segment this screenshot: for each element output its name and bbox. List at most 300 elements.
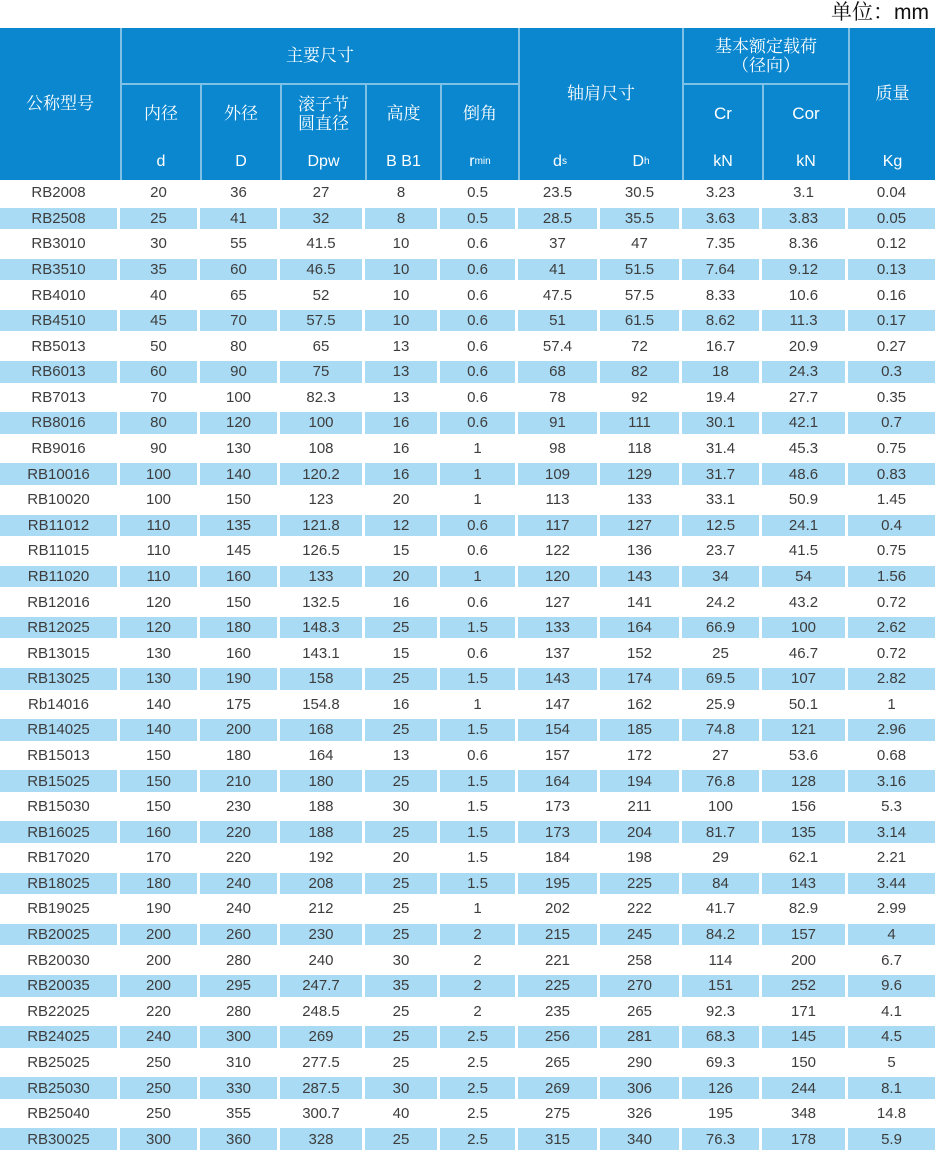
cell-load-Cr: 126 <box>682 1077 762 1099</box>
cell-model: RB15013 <box>0 745 120 767</box>
header-shoulder-dimensions: 轴肩尺寸 <box>518 28 682 143</box>
cell-load-Cr: 8.62 <box>682 310 762 332</box>
cell-load-Cr: 8.33 <box>682 284 762 306</box>
cell-load-Cr: 31.7 <box>682 463 762 485</box>
cell-shoulder-Dh: 198 <box>600 847 682 869</box>
symbol-Kg: Kg <box>848 143 935 180</box>
cell-chamfer-rmin: 1 <box>440 566 518 588</box>
cell-height-B: 25 <box>365 770 440 792</box>
cell-outer-diameter-D: 41 <box>200 208 280 230</box>
cell-pitch-diameter-Dpw: 164 <box>280 745 365 767</box>
cell-chamfer-rmin: 0.5 <box>440 208 518 230</box>
cell-outer-diameter-D: 260 <box>200 924 280 946</box>
cell-model: RB12025 <box>0 617 120 639</box>
cell-height-B: 10 <box>365 233 440 255</box>
cell-mass-Kg: 5.3 <box>881 798 902 816</box>
cell-mass-Kg: 1 <box>887 695 896 713</box>
cell-pitch-diameter-Dpw: 188 <box>280 821 365 843</box>
cell-shoulder-ds: 143 <box>518 668 600 690</box>
cell-chamfer-rmin: 0.6 <box>440 387 518 409</box>
cell-shoulder-Dh: 204 <box>600 821 682 843</box>
cell-model: RB13015 <box>0 642 120 664</box>
cell-chamfer-rmin: 2 <box>440 949 518 971</box>
cell-chamfer-rmin: 1 <box>440 489 518 511</box>
table-row <box>0 1101 935 1127</box>
table-row <box>0 615 935 641</box>
cell-outer-diameter-D: 160 <box>200 566 280 588</box>
symbol-d: d <box>120 143 200 180</box>
cell-load-Cor: 20.9 <box>762 335 848 357</box>
cell-inner-diameter-d: 30 <box>120 233 200 255</box>
cell-pitch-diameter-Dpw: 41.5 <box>280 233 365 255</box>
cell-model: RB4510 <box>0 310 120 332</box>
cell-inner-diameter-d: 60 <box>120 361 200 383</box>
cell-mass-Kg: 0.4 <box>848 515 935 537</box>
symbol-B-B1: B B1 <box>365 143 440 180</box>
cell-chamfer-rmin: 2.5 <box>440 1052 518 1074</box>
cell-inner-diameter-d: 100 <box>120 489 200 511</box>
table-body <box>0 180 935 1152</box>
cell-height-B: 25 <box>365 668 440 690</box>
cell-outer-diameter-D: 120 <box>200 412 280 434</box>
cell-chamfer-rmin: 2 <box>440 924 518 946</box>
cell-pitch-diameter-Dpw: 57.5 <box>280 310 365 332</box>
cell-height-B: 10 <box>365 284 440 306</box>
cell-outer-diameter-D: 60 <box>200 259 280 281</box>
cell-shoulder-ds: 133 <box>518 617 600 639</box>
cell-outer-diameter-D: 145 <box>200 540 280 562</box>
cell-shoulder-Dh: 152 <box>600 642 682 664</box>
cell-shoulder-ds: 173 <box>518 796 600 818</box>
cell-mass-Kg: 0.75 <box>876 440 907 458</box>
cell-load-Cor: 50.1 <box>762 694 848 716</box>
cell-inner-diameter-d: 240 <box>120 1026 200 1048</box>
cell-load-Cor: 200 <box>762 949 848 971</box>
header-cr: Cr <box>682 85 762 143</box>
table-row <box>0 282 935 308</box>
cell-outer-diameter-D: 135 <box>200 515 280 537</box>
cell-model: RB2508 <box>0 208 120 230</box>
cell-height-B: 13 <box>365 335 440 357</box>
cell-shoulder-ds: 173 <box>518 821 600 843</box>
cell-chamfer-rmin: 0.6 <box>440 515 518 537</box>
cell-shoulder-Dh: 225 <box>600 873 682 895</box>
cell-model: Rb14016 <box>0 694 120 716</box>
cell-inner-diameter-d: 40 <box>120 284 200 306</box>
cell-height-B: 30 <box>365 796 440 818</box>
cell-load-Cor: 41.5 <box>762 540 848 562</box>
cell-model: RB6013 <box>0 361 120 383</box>
cell-pitch-diameter-Dpw: 208 <box>280 873 365 895</box>
cell-load-Cor: 100 <box>762 617 848 639</box>
table-row <box>0 1050 935 1076</box>
cell-shoulder-ds: 157 <box>518 745 600 767</box>
cell-pitch-diameter-Dpw: 277.5 <box>280 1052 365 1074</box>
cell-mass-Kg: 0.75 <box>876 542 907 560</box>
cell-shoulder-Dh: 306 <box>600 1077 682 1099</box>
cell-outer-diameter-D: 140 <box>200 463 280 485</box>
cell-model: RB9016 <box>0 438 120 460</box>
cell-mass-Kg: 3.14 <box>848 821 935 843</box>
cell-outer-diameter-D: 310 <box>200 1052 280 1074</box>
cell-height-B: 16 <box>365 463 440 485</box>
cell-model: RB11020 <box>0 566 120 588</box>
cell-shoulder-ds: 269 <box>518 1077 600 1099</box>
cell-model: RB10020 <box>0 489 120 511</box>
cell-pitch-diameter-Dpw: 158 <box>280 668 365 690</box>
cell-outer-diameter-D: 150 <box>200 591 280 613</box>
table-row <box>0 436 935 462</box>
table-row <box>0 308 935 334</box>
cell-mass-Kg: 2.82 <box>848 668 935 690</box>
cell-inner-diameter-d: 20 <box>120 182 200 204</box>
cell-shoulder-ds: 184 <box>518 847 600 869</box>
cell-load-Cr: 92.3 <box>682 1001 762 1023</box>
cell-load-Cor: 53.6 <box>762 745 848 767</box>
table-row <box>0 513 935 539</box>
cell-chamfer-rmin: 0.5 <box>440 182 518 204</box>
cell-pitch-diameter-Dpw: 188 <box>280 796 365 818</box>
table-row <box>0 717 935 743</box>
cell-mass-Kg: 1.45 <box>876 491 907 509</box>
cell-outer-diameter-D: 90 <box>200 361 280 383</box>
cell-model: RB25030 <box>0 1077 120 1099</box>
cell-shoulder-ds: 202 <box>518 898 600 920</box>
cell-model: RB16025 <box>0 821 120 843</box>
cell-pitch-diameter-Dpw: 287.5 <box>280 1077 365 1099</box>
table-row <box>0 359 935 385</box>
cell-load-Cor: 9.12 <box>762 259 848 281</box>
cell-model: RB14025 <box>0 719 120 741</box>
cell-pitch-diameter-Dpw: 108 <box>280 438 365 460</box>
cell-model: RB19025 <box>0 898 120 920</box>
cell-inner-diameter-d: 220 <box>120 1001 200 1023</box>
cell-chamfer-rmin: 1.5 <box>440 847 518 869</box>
cell-load-Cr: 69.5 <box>682 668 762 690</box>
cell-outer-diameter-D: 200 <box>200 719 280 741</box>
cell-outer-diameter-D: 130 <box>200 438 280 460</box>
cell-chamfer-rmin: 1 <box>440 694 518 716</box>
cell-load-Cr: 100 <box>682 796 762 818</box>
table-row <box>0 819 935 845</box>
cell-pitch-diameter-Dpw: 230 <box>280 924 365 946</box>
cell-inner-diameter-d: 110 <box>120 540 200 562</box>
table-row <box>0 461 935 487</box>
header-height: 高度 <box>365 85 440 143</box>
cell-outer-diameter-D: 70 <box>200 310 280 332</box>
cell-height-B: 16 <box>365 591 440 613</box>
cell-load-Cr: 84 <box>682 873 762 895</box>
cell-model: RB17020 <box>0 847 120 869</box>
cell-chamfer-rmin: 0.6 <box>440 412 518 434</box>
cell-model: RB15030 <box>0 796 120 818</box>
cell-load-Cor: 43.2 <box>762 591 848 613</box>
table-row <box>0 922 935 948</box>
cell-pitch-diameter-Dpw: 248.5 <box>280 1001 365 1023</box>
cell-pitch-diameter-Dpw: 300.7 <box>280 1103 365 1125</box>
cell-chamfer-rmin: 1.5 <box>440 873 518 895</box>
cell-outer-diameter-D: 180 <box>200 745 280 767</box>
cell-inner-diameter-d: 250 <box>120 1052 200 1074</box>
cell-shoulder-ds: 127 <box>518 591 600 613</box>
cell-outer-diameter-D: 180 <box>200 617 280 639</box>
symbol-kN-cor: kN <box>762 143 848 180</box>
cell-pitch-diameter-Dpw: 240 <box>280 949 365 971</box>
cell-height-B: 13 <box>365 387 440 409</box>
cell-inner-diameter-d: 190 <box>120 898 200 920</box>
cell-inner-diameter-d: 110 <box>120 515 200 537</box>
cell-height-B: 25 <box>365 873 440 895</box>
cell-height-B: 30 <box>365 949 440 971</box>
cell-shoulder-ds: 235 <box>518 1001 600 1023</box>
table-row <box>0 410 935 436</box>
cell-inner-diameter-d: 130 <box>120 668 200 690</box>
cell-load-Cr: 25 <box>682 642 762 664</box>
table-row <box>0 768 935 794</box>
cell-mass-Kg: 0.72 <box>876 593 907 611</box>
cell-load-Cor: 24.1 <box>762 515 848 537</box>
cell-load-Cor: 3.83 <box>762 208 848 230</box>
cell-mass-Kg: 1.56 <box>848 566 935 588</box>
cell-height-B: 35 <box>365 975 440 997</box>
cell-inner-diameter-d: 180 <box>120 873 200 895</box>
cell-mass-Kg: 4 <box>848 924 935 946</box>
cell-mass-Kg: 2.96 <box>848 719 935 741</box>
cell-shoulder-Dh: 111 <box>600 412 682 434</box>
table-row <box>0 564 935 590</box>
cell-outer-diameter-D: 230 <box>200 796 280 818</box>
cell-outer-diameter-D: 355 <box>200 1103 280 1125</box>
cell-mass-Kg: 14.8 <box>876 1105 907 1123</box>
cell-model: RB5013 <box>0 335 120 357</box>
cell-inner-diameter-d: 140 <box>120 719 200 741</box>
cell-load-Cor: 121 <box>762 719 848 741</box>
cell-shoulder-Dh: 258 <box>600 949 682 971</box>
cell-mass-Kg: 5.9 <box>848 1128 935 1150</box>
cell-inner-diameter-d: 110 <box>120 566 200 588</box>
cell-shoulder-Dh: 72 <box>600 335 682 357</box>
table-row <box>0 1075 935 1101</box>
table-row <box>0 640 935 666</box>
cell-inner-diameter-d: 150 <box>120 796 200 818</box>
cell-load-Cr: 30.1 <box>682 412 762 434</box>
symbol-kN-cr: kN <box>682 143 762 180</box>
cell-chamfer-rmin: 0.6 <box>440 642 518 664</box>
header-roller-pitch-diameter: 滚子节 圆直径 <box>280 85 365 143</box>
cell-shoulder-ds: 78 <box>518 387 600 409</box>
header-cor: Cor <box>762 85 848 143</box>
cell-model: RB10016 <box>0 463 120 485</box>
cell-mass-Kg: 0.3 <box>848 361 935 383</box>
cell-load-Cr: 151 <box>682 975 762 997</box>
cell-load-Cor: 27.7 <box>762 387 848 409</box>
cell-outer-diameter-D: 160 <box>200 642 280 664</box>
cell-load-Cr: 81.7 <box>682 821 762 843</box>
cell-height-B: 10 <box>365 259 440 281</box>
cell-load-Cr: 33.1 <box>682 489 762 511</box>
cell-load-Cr: 7.64 <box>682 259 762 281</box>
cell-height-B: 8 <box>365 182 440 204</box>
cell-load-Cr: 68.3 <box>682 1026 762 1048</box>
cell-load-Cor: 150 <box>762 1052 848 1074</box>
cell-model: RB25025 <box>0 1052 120 1074</box>
cell-shoulder-Dh: 211 <box>600 796 682 818</box>
header-load-rating: 基本额定载荷 （径向） <box>682 28 848 85</box>
cell-height-B: 25 <box>365 1052 440 1074</box>
cell-shoulder-ds: 28.5 <box>518 208 600 230</box>
cell-mass-Kg: 6.7 <box>881 951 902 969</box>
cell-outer-diameter-D: 295 <box>200 975 280 997</box>
symbol-D: D <box>200 143 280 180</box>
cell-inner-diameter-d: 120 <box>120 591 200 613</box>
cell-chamfer-rmin: 0.6 <box>440 233 518 255</box>
table-row <box>0 871 935 897</box>
cell-chamfer-rmin: 0.6 <box>440 335 518 357</box>
cell-pitch-diameter-Dpw: 328 <box>280 1128 365 1150</box>
cell-outer-diameter-D: 360 <box>200 1128 280 1150</box>
cell-height-B: 8 <box>365 208 440 230</box>
cell-shoulder-Dh: 136 <box>600 540 682 562</box>
cell-load-Cr: 69.3 <box>682 1052 762 1074</box>
cell-load-Cr: 84.2 <box>682 924 762 946</box>
cell-load-Cr: 16.7 <box>682 335 762 357</box>
cell-load-Cr: 12.5 <box>682 515 762 537</box>
cell-inner-diameter-d: 70 <box>120 387 200 409</box>
cell-outer-diameter-D: 330 <box>200 1077 280 1099</box>
cell-chamfer-rmin: 0.6 <box>440 745 518 767</box>
cell-load-Cor: 45.3 <box>762 438 848 460</box>
cell-shoulder-Dh: 92 <box>600 387 682 409</box>
table-row <box>0 385 935 411</box>
cell-height-B: 13 <box>365 361 440 383</box>
cell-inner-diameter-d: 90 <box>120 438 200 460</box>
header-chamfer: 倒角 <box>440 85 518 143</box>
cell-shoulder-Dh: 127 <box>600 515 682 537</box>
table-row <box>0 947 935 973</box>
cell-mass-Kg: 3.44 <box>848 873 935 895</box>
cell-pitch-diameter-Dpw: 143.1 <box>280 642 365 664</box>
cell-load-Cor: 50.9 <box>762 489 848 511</box>
cell-mass-Kg: 4.5 <box>848 1026 935 1048</box>
cell-pitch-diameter-Dpw: 154.8 <box>280 694 365 716</box>
cell-load-Cr: 195 <box>682 1103 762 1125</box>
cell-mass-Kg: 0.68 <box>876 747 907 765</box>
cell-model: RB8016 <box>0 412 120 434</box>
cell-inner-diameter-d: 100 <box>120 463 200 485</box>
cell-chamfer-rmin: 0.6 <box>440 591 518 613</box>
cell-shoulder-Dh: 222 <box>600 898 682 920</box>
cell-shoulder-ds: 109 <box>518 463 600 485</box>
cell-inner-diameter-d: 80 <box>120 412 200 434</box>
cell-shoulder-ds: 154 <box>518 719 600 741</box>
cell-inner-diameter-d: 130 <box>120 642 200 664</box>
cell-shoulder-Dh: 265 <box>600 1001 682 1023</box>
cell-shoulder-Dh: 133 <box>600 489 682 511</box>
cell-load-Cor: 24.3 <box>762 361 848 383</box>
header-model: 公称型号 <box>26 94 94 113</box>
cell-model: RB11015 <box>0 540 120 562</box>
symbol-Dh: D h <box>632 152 650 170</box>
unit-label: 单位：mm <box>831 1 929 24</box>
cell-inner-diameter-d: 150 <box>120 770 200 792</box>
cell-inner-diameter-d: 170 <box>120 847 200 869</box>
cell-chamfer-rmin: 0.6 <box>440 259 518 281</box>
cell-inner-diameter-d: 150 <box>120 745 200 767</box>
cell-shoulder-ds: 256 <box>518 1026 600 1048</box>
cell-chamfer-rmin: 1.5 <box>440 617 518 639</box>
cell-shoulder-Dh: 172 <box>600 745 682 767</box>
cell-shoulder-ds: 37 <box>518 233 600 255</box>
cell-shoulder-Dh: 340 <box>600 1128 682 1150</box>
cell-shoulder-ds: 147 <box>518 694 600 716</box>
cell-pitch-diameter-Dpw: 148.3 <box>280 617 365 639</box>
table-row <box>0 589 935 615</box>
cell-model: RB20035 <box>0 975 120 997</box>
cell-shoulder-Dh: 82 <box>600 361 682 383</box>
cell-load-Cor: 128 <box>762 770 848 792</box>
cell-pitch-diameter-Dpw: 132.5 <box>280 591 365 613</box>
cell-inner-diameter-d: 25 <box>120 208 200 230</box>
cell-inner-diameter-d: 45 <box>120 310 200 332</box>
cell-inner-diameter-d: 200 <box>120 975 200 997</box>
cell-pitch-diameter-Dpw: 120.2 <box>280 463 365 485</box>
cell-chamfer-rmin: 1.5 <box>440 770 518 792</box>
cell-load-Cr: 66.9 <box>682 617 762 639</box>
cell-shoulder-ds: 164 <box>518 770 600 792</box>
cell-load-Cr: 76.3 <box>682 1128 762 1150</box>
cell-shoulder-ds: 137 <box>518 642 600 664</box>
cell-load-Cr: 7.35 <box>682 233 762 255</box>
cell-chamfer-rmin: 1 <box>440 898 518 920</box>
cell-pitch-diameter-Dpw: 32 <box>280 208 365 230</box>
cell-mass-Kg: 2.21 <box>876 849 907 867</box>
cell-pitch-diameter-Dpw: 247.7 <box>280 975 365 997</box>
cell-model: RB25040 <box>0 1103 120 1125</box>
cell-pitch-diameter-Dpw: 168 <box>280 719 365 741</box>
cell-load-Cor: 107 <box>762 668 848 690</box>
table-row <box>0 1126 935 1152</box>
cell-load-Cor: 10.6 <box>762 284 848 306</box>
table-row <box>0 206 935 232</box>
cell-mass-Kg: 0.35 <box>876 388 907 406</box>
cell-outer-diameter-D: 65 <box>200 284 280 306</box>
cell-height-B: 10 <box>365 310 440 332</box>
cell-load-Cor: 244 <box>762 1077 848 1099</box>
cell-chamfer-rmin: 2.5 <box>440 1128 518 1150</box>
table-row <box>0 1024 935 1050</box>
table-row <box>0 973 935 999</box>
table-row <box>0 845 935 871</box>
cell-shoulder-Dh: 162 <box>600 694 682 716</box>
header-inner-diameter: 内径 <box>120 85 200 143</box>
cell-model: RB24025 <box>0 1026 120 1048</box>
cell-outer-diameter-D: 220 <box>200 821 280 843</box>
cell-outer-diameter-D: 80 <box>200 335 280 357</box>
cell-chamfer-rmin: 2.5 <box>440 1077 518 1099</box>
cell-shoulder-ds: 41 <box>518 259 600 281</box>
cell-pitch-diameter-Dpw: 212 <box>280 898 365 920</box>
cell-chamfer-rmin: 2.5 <box>440 1026 518 1048</box>
table-row <box>0 333 935 359</box>
table-row <box>0 257 935 283</box>
cell-shoulder-ds: 215 <box>518 924 600 946</box>
cell-shoulder-Dh: 61.5 <box>600 310 682 332</box>
cell-shoulder-Dh: 47 <box>600 233 682 255</box>
cell-mass-Kg: 5 <box>887 1053 896 1071</box>
cell-pitch-diameter-Dpw: 82.3 <box>280 387 365 409</box>
cell-shoulder-ds: 221 <box>518 949 600 971</box>
cell-inner-diameter-d: 140 <box>120 694 200 716</box>
